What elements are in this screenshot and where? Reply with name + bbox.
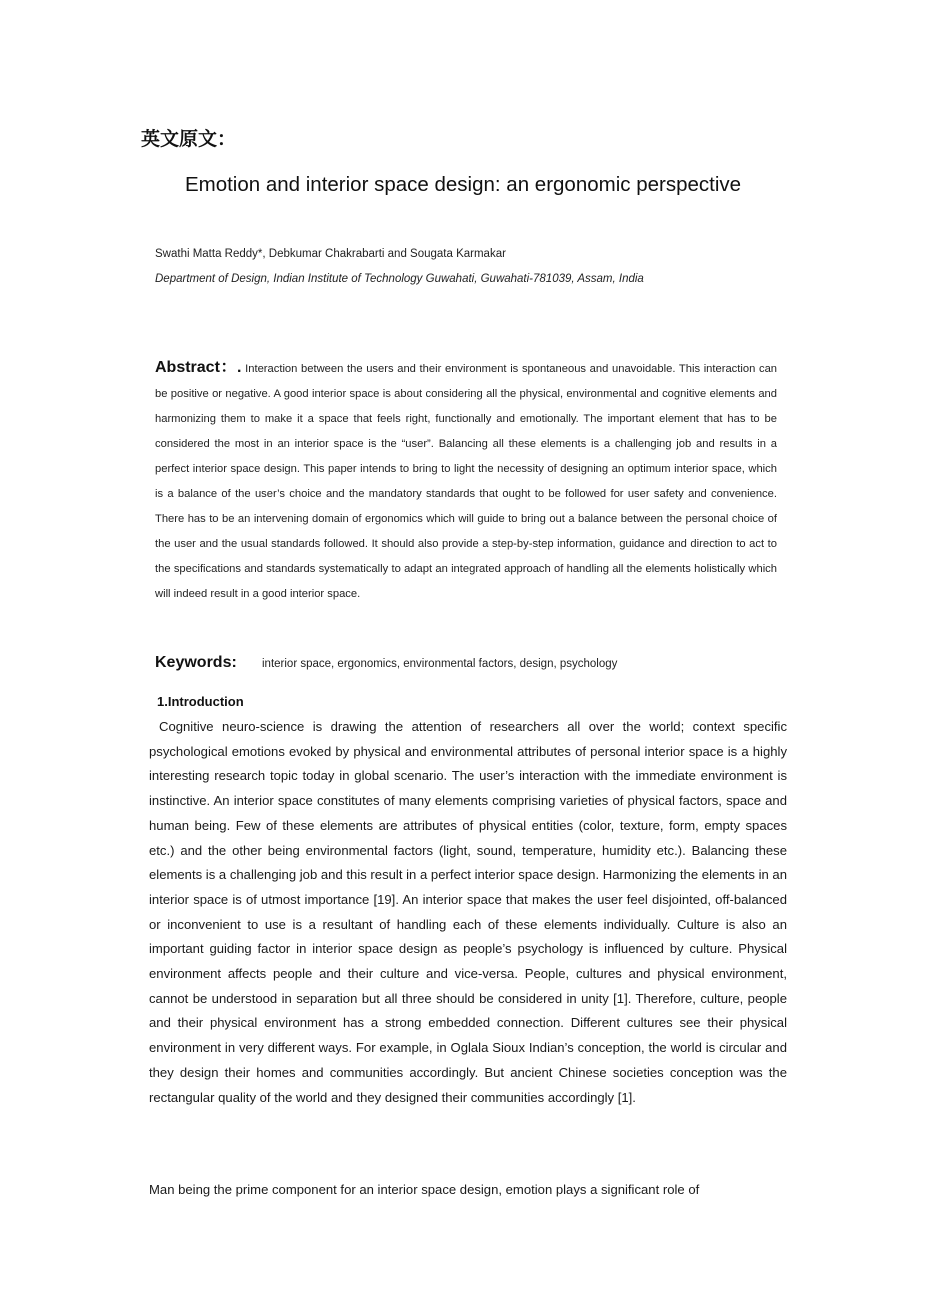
introduction-paragraph-2: Man being the prime component for an interior space design, emotion plays a significant role of — [149, 1182, 700, 1197]
section-heading-introduction: 1.Introduction — [157, 694, 244, 709]
keywords-text: interior space, ergonomics, environmental factors, design, psychology — [262, 658, 618, 670]
author-affiliation: Department of Design, Indian Institute of Technology Guwahati, Guwahati-781039, Assam, India — [155, 273, 644, 285]
paper-title: Emotion and interior space design: an ergonomic perspective — [184, 173, 742, 196]
introduction-paragraph-1: Cognitive neuro-science is drawing the attention of researchers all over the world; context specific psychological emotions evoked by physical and environmental attributes of personal interior space is a highly interesting research topic today in global scenario. The user’s interaction with the immediate environment is instinctive. An interior space constitutes of many elements comprising varieties of physical factors, space and human being. Few of these elements are attributes of physical entities (color, texture, form, empty spaces etc.) and the other being environmental factors (light, sound, temperature, humidity etc.). Balancing these elements is a challenging job and this result in a perfect interior space design. Harmonizing the elements in an interior space is of utmost importance [19]. An interior space that makes the user feel disjointed, off-balanced or inconvenient to use is a resultant of handling each of these elements individually. Culture is also an important guiding factor in interior space design as people’s psychology is influenced by culture. Physical environment affects people and their culture and vice-versa. People, cultures and physical environment, cannot be understood in separation but all three should be considered in unity [1]. Therefore, culture, people and their physical environment has a strong embedded connection. Different cultures see their physical environment in very different ways. For example, in Oglala Sioux Indian’s conception, the world is circular and they design their homes and communities accordingly. But ancient Chinese societies conception was the rectangular quality of the world and they designed their communities accordingly [1]. — [149, 719, 787, 1105]
original-text-heading: 英文原文： — [141, 128, 237, 150]
keywords-label: Keywords: — [155, 654, 237, 671]
keywords-section — [155, 654, 777, 672]
abstract-text: Interaction between the users and their environment is spontaneous and unavoidable. This interaction can be positive or negative. A good interior space is about considering all the physical, environmental and cognitive elements and harmonizing them to make it a space that feels right, functionally and emotionally. The important element that has to be considered the most in an interior space is the “user”. Balancing all these elements is a challenging job and results in a perfect interior space design. This paper intends to bring to light the necessity of designing an optimum interior space, which is a balance of the user’s choice and the mandatory standards that ought to be followed for user safety and convenience. There has to be an intervening domain of ergonomics which will guide to bring out a balance between the personal choice of the user and the usual standards followed. It should also provide a step-by-step information, guidance and direction to act to the specifications and standards systematically to adapt an integrated approach of handling all the elements holistically which will indeed result in a good interior space. — [155, 363, 778, 600]
abstract-section — [155, 355, 777, 607]
abstract-label: Abstract：. — [155, 359, 242, 376]
author-list: Swathi Matta Reddy*, Debkumar Chakrabarti and Sougata Karmakar — [155, 248, 506, 260]
